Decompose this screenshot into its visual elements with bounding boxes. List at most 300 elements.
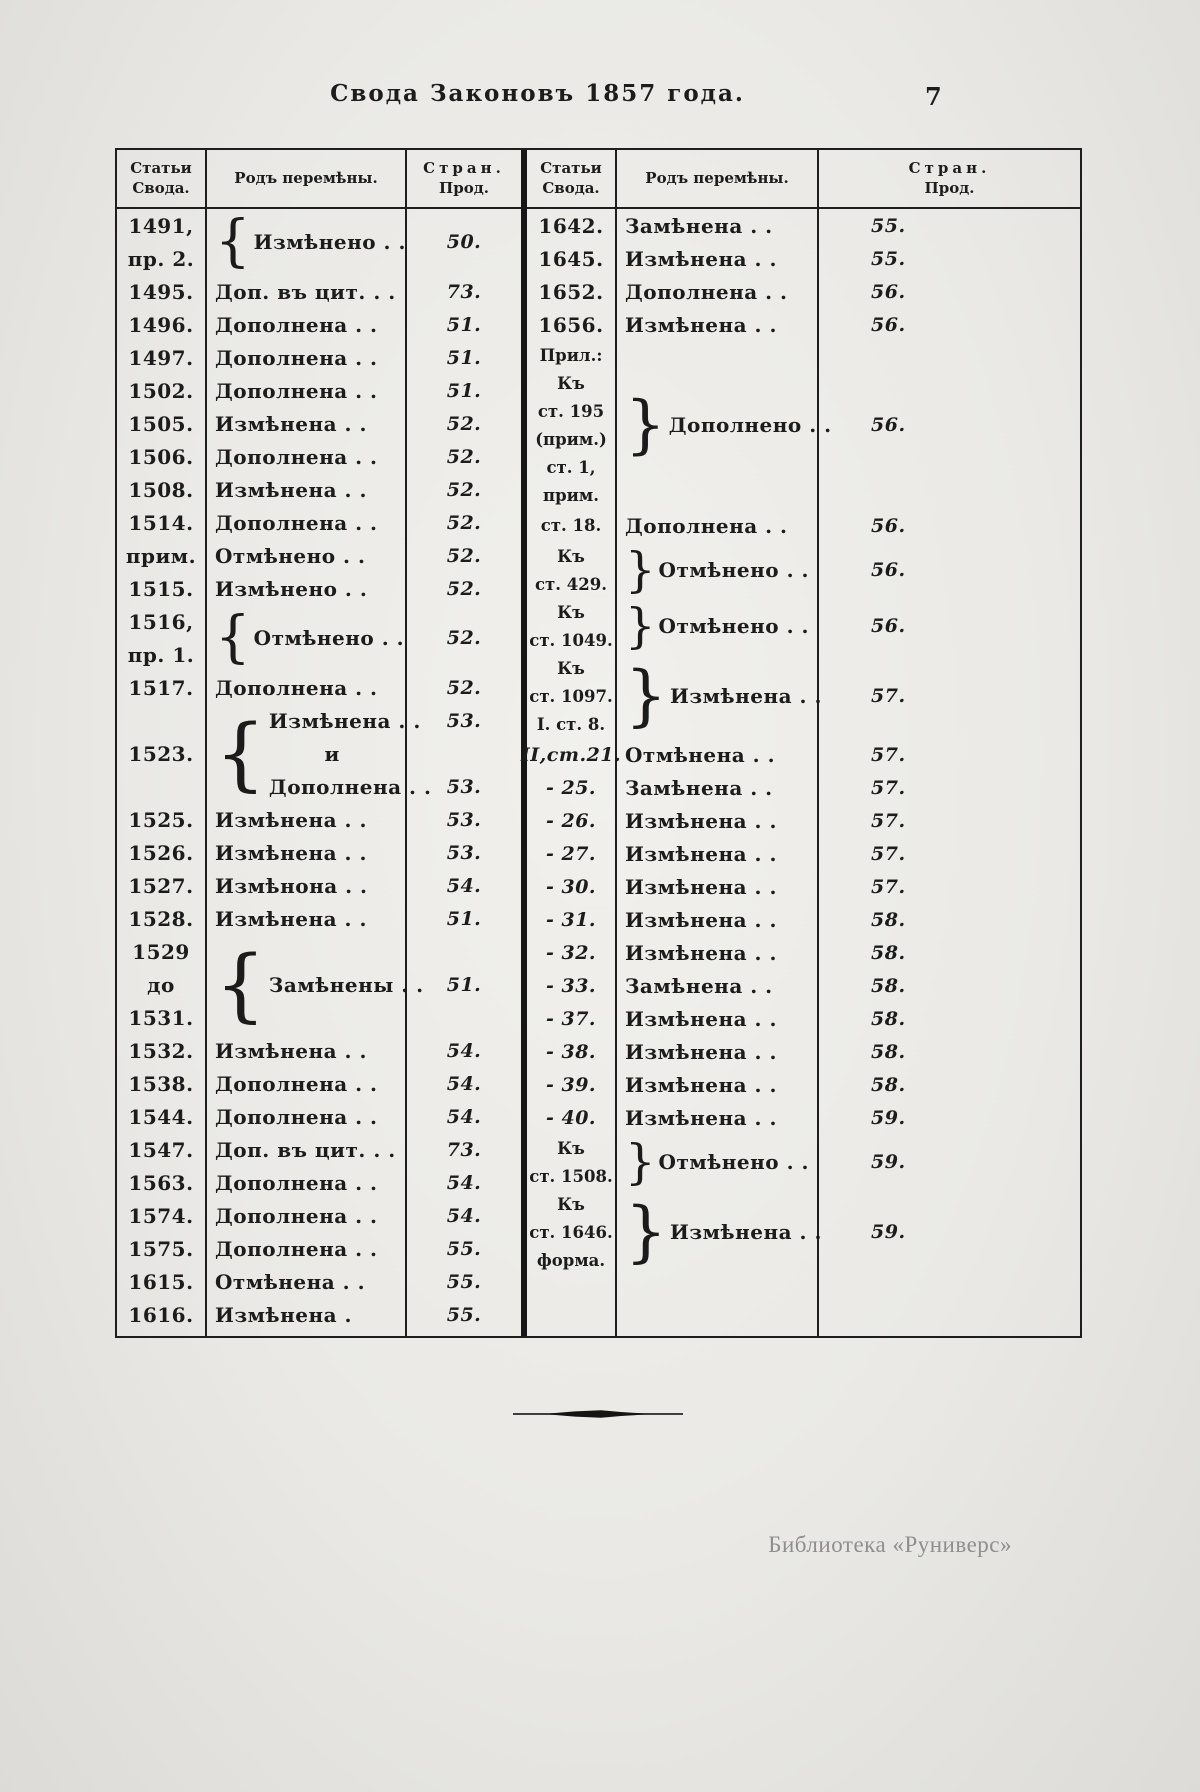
table-row xyxy=(117,1232,521,1265)
change-entries xyxy=(625,771,773,804)
article-cell xyxy=(527,341,617,509)
article-line: ст. 1097. xyxy=(529,686,613,706)
article-cell xyxy=(117,341,207,374)
page-cell xyxy=(407,407,521,440)
page-number-line: 52. xyxy=(446,412,482,435)
table-row xyxy=(527,1101,1080,1134)
change-line: Измѣнена . . xyxy=(215,840,367,865)
change-line: Замѣнена . . xyxy=(625,213,773,238)
page-cell xyxy=(819,771,1080,804)
change-line: Измѣнена . . xyxy=(625,312,777,337)
table-row xyxy=(117,407,521,440)
page-cell xyxy=(819,969,1080,1002)
article-cell xyxy=(527,275,617,308)
article-line: 1505. xyxy=(128,411,194,436)
article-cell xyxy=(117,506,207,539)
article-line: 1496. xyxy=(128,312,194,337)
table-row xyxy=(527,209,1080,242)
change-entries xyxy=(215,671,378,704)
column-header-pages xyxy=(819,150,1080,207)
article-cell xyxy=(117,308,207,341)
change-cell xyxy=(207,209,407,275)
change-entries xyxy=(215,902,367,935)
change-cell xyxy=(617,1190,822,1274)
change-entries xyxy=(625,509,788,542)
table-row xyxy=(117,308,521,341)
article-line: 1544. xyxy=(128,1104,194,1129)
article-line: 1495. xyxy=(128,279,194,304)
change-line: Измѣнена . . xyxy=(625,246,777,271)
article-line: Къ xyxy=(557,658,585,678)
article-line: 1532. xyxy=(128,1038,194,1063)
article-cell xyxy=(527,1002,617,1035)
change-entries xyxy=(625,870,777,903)
article-cell xyxy=(117,1133,207,1166)
page-cell xyxy=(407,1199,521,1232)
page-number-line: 52. xyxy=(446,478,482,501)
article-cell xyxy=(527,209,617,242)
filler-row xyxy=(527,1274,1080,1336)
article-cell xyxy=(527,969,617,1002)
change-cell xyxy=(207,671,407,704)
article-line: ст. 1049. xyxy=(529,630,613,650)
change-entries xyxy=(625,969,773,1002)
header-line: Прод. xyxy=(439,178,489,197)
change-entries xyxy=(215,407,367,440)
table-row xyxy=(527,242,1080,275)
page-number-line: 55. xyxy=(446,1237,482,1260)
page-cell xyxy=(819,1101,1080,1134)
article-line: 1529 xyxy=(132,939,190,964)
change-cell xyxy=(617,275,819,308)
article-line: ст. 18. xyxy=(540,516,602,535)
grouping-brace: { xyxy=(215,706,266,800)
table-row xyxy=(527,1035,1080,1068)
change-line: Замѣнены . . xyxy=(268,972,424,997)
article-line: - 25. xyxy=(545,776,597,799)
page-cell xyxy=(407,341,521,374)
change-entries xyxy=(670,1216,822,1249)
change-line: Отмѣнено . . xyxy=(215,543,366,568)
article-cell xyxy=(527,1035,617,1068)
header-line: Свода. xyxy=(132,178,190,197)
article-line: - 38. xyxy=(545,1040,597,1063)
change-cell xyxy=(617,341,832,509)
change-line: Измѣнена . . xyxy=(268,708,421,733)
article-cell xyxy=(117,1265,207,1298)
article-line: прим. xyxy=(543,485,599,505)
page-number-line: 73. xyxy=(446,280,482,303)
table-row xyxy=(117,902,521,935)
change-cell xyxy=(617,870,819,903)
page-cell xyxy=(819,598,1080,654)
change-entries xyxy=(215,1133,396,1166)
grouping-brace: { xyxy=(215,605,251,671)
change-line: Отмѣнено . . xyxy=(658,558,809,582)
article-line: форма. xyxy=(536,1250,606,1270)
table-body xyxy=(520,209,1080,1336)
change-entries xyxy=(215,308,378,341)
change-entries xyxy=(269,968,424,1001)
table-row xyxy=(527,837,1080,870)
article-line: 1547. xyxy=(128,1137,194,1162)
change-entries xyxy=(215,1298,352,1331)
page-cell xyxy=(819,1035,1080,1068)
article-line: ст. 1646. xyxy=(529,1222,613,1242)
table-row xyxy=(527,1002,1080,1035)
article-line: до xyxy=(147,972,175,997)
article-line: Къ xyxy=(557,1138,585,1158)
header-line: Родъ перемѣны. xyxy=(645,168,789,187)
header-line: Родъ перемѣны. xyxy=(234,168,378,187)
table-right-half xyxy=(520,150,1080,1336)
table-row xyxy=(527,969,1080,1002)
article-line: 1656. xyxy=(538,312,604,337)
change-entries xyxy=(625,837,777,870)
page-cell xyxy=(407,605,521,671)
change-line: Дополнена . . xyxy=(215,510,378,535)
running-title: Свода Законовъ 1857 года. xyxy=(330,80,745,107)
table-row xyxy=(527,654,1080,738)
page-number-line: 54. xyxy=(446,874,482,897)
change-line: Измѣнена . . xyxy=(625,940,777,965)
change-entries xyxy=(215,572,367,605)
article-cell xyxy=(117,935,207,1034)
change-entries xyxy=(215,473,367,506)
change-line: Дополнена . . xyxy=(215,444,378,469)
change-line: Измѣнена . . xyxy=(215,411,367,436)
article-line: 1497. xyxy=(128,345,194,370)
grouping-brace: } xyxy=(625,387,666,462)
table-row xyxy=(117,374,521,407)
article-line: 1652. xyxy=(538,279,604,304)
table-row xyxy=(527,771,1080,804)
article-line: 1523. xyxy=(128,741,194,766)
table-row xyxy=(527,903,1080,936)
change-line: Измѣнена . . xyxy=(625,1072,777,1097)
change-cell xyxy=(207,1100,407,1133)
page-number-line: 57. xyxy=(871,842,906,865)
change-line: Измѣнена . . xyxy=(215,477,367,502)
page-number-line: 52. xyxy=(446,544,482,567)
page-number-line: 53. xyxy=(446,709,482,732)
page-cell xyxy=(819,654,1080,738)
article-line: 1515. xyxy=(128,576,194,601)
page-number-line: 59. xyxy=(871,1106,906,1129)
change-cell xyxy=(617,771,819,804)
article-cell xyxy=(117,1166,207,1199)
page-cell xyxy=(819,542,1080,598)
article-line: 1575. xyxy=(128,1236,194,1261)
change-entries xyxy=(215,1034,367,1067)
article-line: Къ xyxy=(557,602,585,622)
change-cell xyxy=(207,374,407,407)
article-line: 1563. xyxy=(128,1170,194,1195)
change-entries xyxy=(215,836,367,869)
filler-cell xyxy=(617,1274,819,1336)
change-cell xyxy=(617,242,819,275)
article-line: 1645. xyxy=(538,246,604,271)
change-cell xyxy=(207,1034,407,1067)
article-line: 1514. xyxy=(128,510,194,535)
change-line: Измѣнена . . xyxy=(625,907,777,932)
table-row xyxy=(520,738,1080,771)
page-cell xyxy=(407,1034,521,1067)
article-line: 1502. xyxy=(128,378,194,403)
change-line: Дополнена . . xyxy=(215,1203,378,1228)
article-cell xyxy=(117,572,207,605)
article-line: - 33. xyxy=(545,974,597,997)
table-row xyxy=(117,275,521,308)
article-cell xyxy=(527,771,617,804)
page-cell xyxy=(819,837,1080,870)
table-header-row xyxy=(117,150,521,209)
article-line: 1526. xyxy=(128,840,194,865)
change-line: Измѣнона . . xyxy=(215,873,368,898)
page-number-line: 59. xyxy=(871,1221,906,1243)
change-line: Измѣнена . . xyxy=(625,1039,777,1064)
change-cell xyxy=(617,1068,819,1101)
header-line: Прод. xyxy=(924,178,975,197)
change-entries xyxy=(659,1146,809,1179)
filler-cell xyxy=(207,1331,407,1336)
change-entries xyxy=(215,1265,365,1298)
grouping-brace: } xyxy=(625,1192,667,1270)
change-line: Измѣнена . . xyxy=(625,874,777,899)
change-cell xyxy=(207,803,407,836)
change-line: Отмѣнено . . xyxy=(658,1150,809,1174)
table-row xyxy=(527,936,1080,969)
change-cell xyxy=(617,654,822,738)
change-entries xyxy=(215,1067,378,1100)
change-line: Дополнена . . xyxy=(215,1170,378,1195)
page-number-line: 59. xyxy=(871,1151,906,1173)
page-cell xyxy=(407,902,521,935)
change-line: Измѣнена . . xyxy=(625,1006,777,1031)
column-header-change xyxy=(207,150,407,207)
change-entries xyxy=(625,903,777,936)
amendments-table xyxy=(115,148,1082,1338)
change-entries xyxy=(625,1068,777,1101)
article-cell xyxy=(117,374,207,407)
page-number-line: 56. xyxy=(871,559,906,581)
table-row xyxy=(117,836,521,869)
page-number-line: 54. xyxy=(446,1105,482,1128)
page-number-line: 73. xyxy=(446,1138,482,1161)
page-number-line: 51. xyxy=(446,907,482,930)
article-cell xyxy=(527,936,617,969)
page-cell xyxy=(819,509,1080,542)
filler-cell xyxy=(117,1331,207,1336)
page-cell xyxy=(407,1265,521,1298)
change-entries xyxy=(625,1002,777,1035)
page-number-line: 58. xyxy=(871,908,906,931)
change-cell xyxy=(207,341,407,374)
change-cell xyxy=(207,308,407,341)
change-line: Дополнена . . xyxy=(215,1104,378,1129)
page-number-line: 58. xyxy=(871,1040,906,1063)
change-cell xyxy=(617,308,819,341)
change-entries xyxy=(215,1232,378,1265)
page-cell xyxy=(407,1232,521,1265)
change-entries xyxy=(625,275,788,308)
page-cell xyxy=(819,1068,1080,1101)
change-line: Измѣнена . . xyxy=(670,1220,822,1244)
table-row xyxy=(117,869,521,902)
page-cell xyxy=(819,209,1080,242)
header-line: Статьи xyxy=(540,159,602,177)
article-cell xyxy=(527,1068,617,1101)
article-line: I. ст. 8. xyxy=(536,714,606,734)
article-cell xyxy=(117,209,207,275)
article-cell xyxy=(527,804,617,837)
article-line: Къ xyxy=(557,373,585,393)
change-cell xyxy=(207,902,407,935)
article-cell xyxy=(117,539,207,572)
change-entries xyxy=(625,738,775,771)
article-cell xyxy=(527,509,617,542)
table-row xyxy=(527,870,1080,903)
article-line: - 39. xyxy=(545,1073,597,1096)
article-line: 1616. xyxy=(128,1302,194,1327)
grouping-brace: } xyxy=(625,1133,656,1190)
change-cell xyxy=(207,506,407,539)
page-number-line: 57. xyxy=(871,685,906,707)
article-cell xyxy=(117,869,207,902)
article-cell xyxy=(527,903,617,936)
table-row xyxy=(527,1068,1080,1101)
page-number-line: 53. xyxy=(446,775,482,798)
change-entries xyxy=(625,804,777,837)
change-line: Замѣнена . . xyxy=(625,973,773,998)
change-cell xyxy=(617,1101,819,1134)
change-entries xyxy=(215,275,396,308)
page-cell xyxy=(407,1298,521,1331)
change-entries xyxy=(625,936,777,969)
article-cell xyxy=(527,1190,617,1274)
table-row xyxy=(117,1166,521,1199)
change-line: Измѣнена . . xyxy=(625,841,777,866)
table-row xyxy=(527,275,1080,308)
table-row xyxy=(117,440,521,473)
change-entries xyxy=(215,341,378,374)
page-number-line xyxy=(407,737,521,770)
change-line: Дополнена . . xyxy=(215,1236,378,1261)
change-cell xyxy=(617,936,819,969)
change-entries xyxy=(625,242,777,275)
change-line: Отмѣнена . . xyxy=(625,742,776,767)
table-row xyxy=(527,1190,1080,1274)
article-cell xyxy=(117,473,207,506)
change-line: Дополнена . . xyxy=(215,675,378,700)
article-line: 1642. xyxy=(538,213,604,238)
page-number-line: 51. xyxy=(446,346,482,369)
page-cell xyxy=(819,1002,1080,1035)
change-cell xyxy=(617,598,819,654)
page-number-line: 54. xyxy=(446,1039,482,1062)
page-cell xyxy=(407,1067,521,1100)
page-number-line: 56. xyxy=(871,514,906,537)
table-row xyxy=(117,803,521,836)
page-number-line: 53. xyxy=(446,841,482,864)
change-cell xyxy=(617,1002,819,1035)
grouping-brace: } xyxy=(625,541,656,598)
grouping-brace: { xyxy=(215,209,251,275)
page-cell xyxy=(819,804,1080,837)
change-entries xyxy=(215,374,378,407)
article-cell xyxy=(527,242,617,275)
article-line: 1506. xyxy=(128,444,194,469)
change-cell xyxy=(207,836,407,869)
page-number-line: 57. xyxy=(871,809,906,832)
page-cell xyxy=(407,803,521,836)
table-header-row xyxy=(527,150,1080,209)
column-header-pages xyxy=(407,150,521,207)
page-number-line: 51. xyxy=(446,313,482,336)
table-body xyxy=(117,209,521,1336)
table-row xyxy=(527,509,1080,542)
article-cell xyxy=(117,275,207,308)
table-row xyxy=(527,341,1080,509)
table-row xyxy=(117,1199,521,1232)
article-line: II,ст.21. xyxy=(520,743,622,766)
change-entries xyxy=(659,554,809,587)
change-entries xyxy=(215,539,365,572)
page-cell xyxy=(407,572,521,605)
page-number: 7 xyxy=(925,82,942,111)
article-cell xyxy=(527,837,617,870)
change-line: Измѣнена . . xyxy=(625,808,777,833)
change-cell xyxy=(617,804,819,837)
end-flourish xyxy=(513,1405,683,1417)
article-line: - 32. xyxy=(545,941,597,964)
change-cell xyxy=(617,903,819,936)
filler-cell xyxy=(527,1274,617,1336)
table-row xyxy=(527,308,1080,341)
change-entries xyxy=(670,680,822,713)
article-line: ст. 1508. xyxy=(529,1166,613,1186)
article-line: ст. 195 xyxy=(537,401,605,421)
article-cell xyxy=(117,1199,207,1232)
page-number-line: 52. xyxy=(446,445,482,468)
change-line: Дополнена . . xyxy=(215,345,378,370)
page-cell xyxy=(819,1134,1080,1190)
grouping-brace: { xyxy=(215,937,266,1031)
table-row xyxy=(527,542,1080,598)
page-cell xyxy=(407,308,521,341)
article-line: (прим.) xyxy=(535,429,607,449)
change-line: Доп. въ цит. . . xyxy=(215,1137,396,1162)
table-row xyxy=(117,506,521,539)
change-cell xyxy=(207,473,407,506)
header-line: Статьи xyxy=(130,159,192,177)
change-cell xyxy=(617,837,819,870)
page-number-line: 52. xyxy=(446,577,482,600)
change-line: Измѣнена . . xyxy=(215,807,367,832)
article-line: пр. 1. xyxy=(127,642,195,667)
change-line: Измѣнена . . xyxy=(215,906,367,931)
article-cell xyxy=(117,605,207,671)
article-line: 1517. xyxy=(128,675,194,700)
article-cell xyxy=(527,654,617,738)
page-number-line: 57. xyxy=(871,743,906,766)
table-row xyxy=(117,539,521,572)
article-cell xyxy=(117,803,207,836)
change-line: Измѣнено . . xyxy=(253,230,406,254)
column-header-articles xyxy=(117,150,207,207)
change-cell xyxy=(207,407,407,440)
table-left-half xyxy=(117,150,521,1336)
